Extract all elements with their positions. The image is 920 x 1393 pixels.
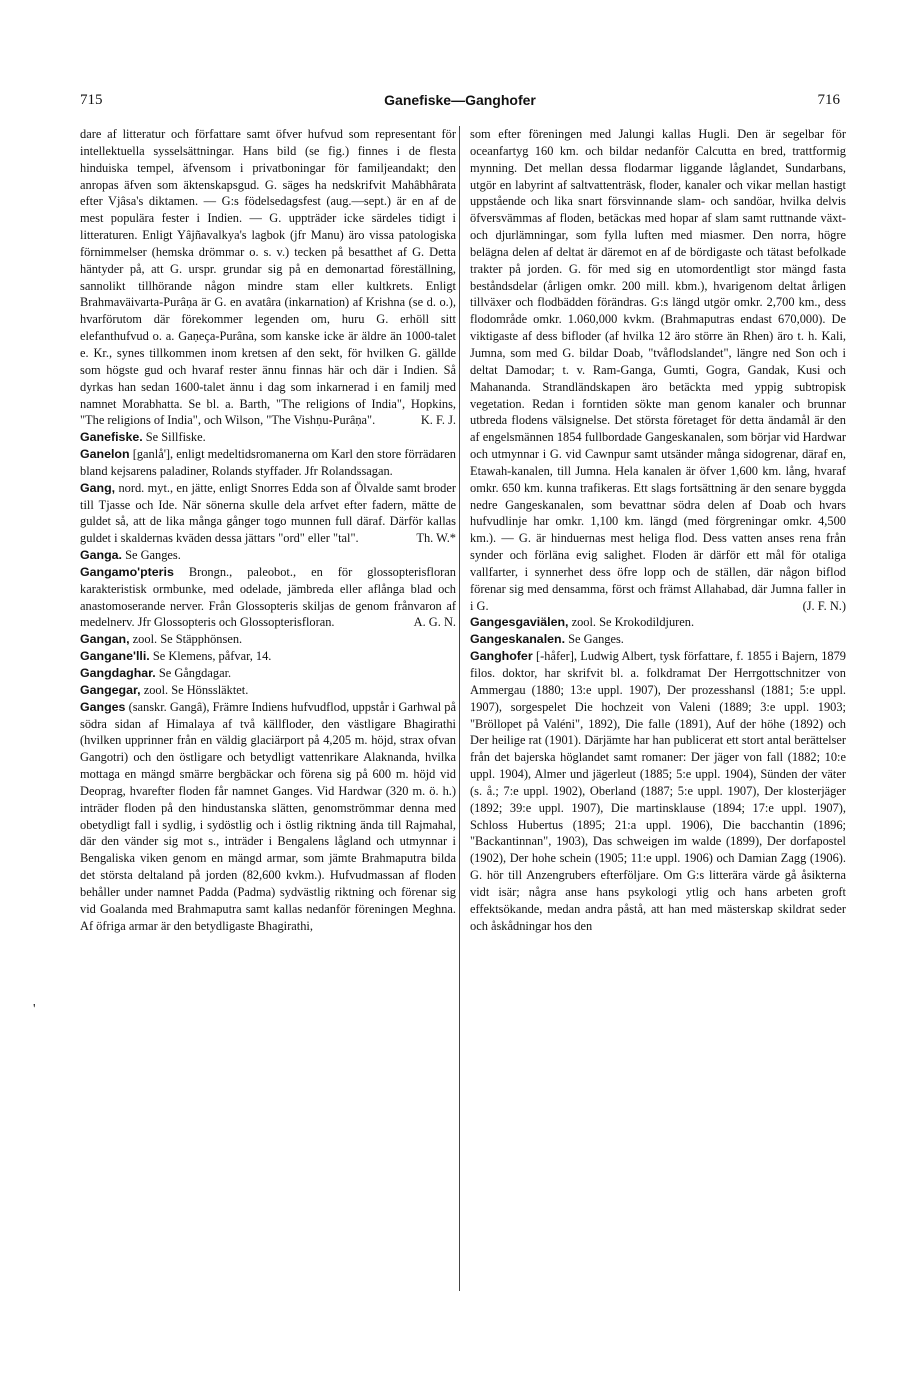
entry-headword: Gangdaghar. [80,666,156,680]
entry-text: som efter föreningen med Jalungi kallas Hugli. Den är segelbar för oceanfartyg 160 km. och bildar nedanför Calcutta en bred, trattformig mynning. Det mellan dessa flodarmar liggande låglandet, Sundarbans, utgör en labyrint af saltvattenträsk, floder, kanaler och vikar mellan hastigt uppstående och lika snart försvinnande slam- och sandöar, hvilka delvis öfversvämmas af floden, betäckas med hopar af slam samt ruttnande växt- och djurlämningar, som fylla luften med miasmer. Den norra, högre belägna delen af deltat är däremot en af de bördigaste och tätast befolkade trakter på jorden. G. för med sig en utomordentligt stor mängd fasta beståndsdelar (årligen omkr. 200 mill. kbm.), hvarigenom deltat årligen tillväxer och flodbädden förändras. G:s längd utgör omkr. 2,700 km., dess flodområde omkr. 1.060,000 kvkm. (Brahmaputras endast 670,000). De viktigaste af dess bifloder (af hvilka 12 äro större än Rhen) äro t. h. Kali, Jumna, som med G. bildar Doab, "tvåflodslandet", längre ned Son och i deltat Damodar; t. v. Ram-Ganga, Gumti, Gogra, Gandak, Kusi och Mahananda. Strandländskapen äro betäckta med yppig subtropisk vegetation. Redan i forntiden sökte man genom kanaler och brunnar utbreda flodens välsignelse. Det största företaget för detta ändamål är den af engelsmännen 1854 fullbordade Gangeskanalen, som börjar vid Hardwar och utmynnar i G. vid Cawnpur samt utsänder många sidogrenar, däraf en, Etawah-kanalen, till Jumna. Hela kanalen är öfver 1,600 km. lång, hvaraf omkr. 650 km. kunna trafikeras. Ett slags fortsättning är den senare byggda nedre Gangeskanalen, som bevattnar södra delen af Doab och hvars hufvudlinje har omkr. 1,100 km. längd (med förgreningar omkr. 4,500 km.). — G. är hinduernas mest heliga flod. Dess vatten anses rena från synder och förläna evig salighet. Floden är därför ett mål för otaliga vallfarter, i synnerhet dess öfre lopp och de ställen, där någon biflod förenar sig med densamma, först och främst Allahabad, där Jumna faller in i G. [470,127,846,613]
author-signature: Th. W.* [416,531,456,546]
entry-continuation [470,126,846,614]
author-signature: (J. F. N.) [802,598,846,613]
entry-text: Brongn., paleobot., en för glossopterisfloran karakteristisk ormbunke, med odelade, jämbreda eller aflånga blad och anastomoserande nerver. Från Glossopteris skiljas de genom frånvaron af medelnerv. Jfr Glossopteris och Glossopterisfloran. [80,564,456,630]
entry [80,682,456,699]
entry-headword: Ganges [80,699,126,714]
entry [80,429,456,446]
page-header [80,92,840,116]
author-signature: A. G. N. [413,615,456,630]
entry-text: zool. Se Krokodildjuren. [568,615,695,630]
entry-headword: Gang, [80,480,116,495]
entry-headword: Gangan, [80,632,130,647]
running-title: Ganefiske—Ganghofer [384,92,536,108]
entry-text: Se Gångdagar. [155,666,232,680]
entry-headword: Gangeskanalen. [470,632,566,647]
entry-text: [-håfer], Ludwig Albert, tysk författare, f. 1855 i Bajern, 1879 filos. doktor, har skrifvit bl. a. folkdramat Der Herrgottschnitzer von Ammergau (1880; 13:e uppl. 1907), Der prozesshansl (1881; 5:e uppl. 1907), sorgespelet Die hochzeit von Valeni (1889; 3:e uppl. 1903; "Bröllopet på Valéni", 1892), Die falle (1891), Auf der höhe (1892) och Der heilige rat (1901). Därjämte har han publicerat ett stort antal berättelser från det bajerska höglandet samt romaner: Der jäger von fall (1882; 10:e uppl. 1904), Almer und jägerleut (1885; 5:e uppl. 1904), Sünden der väter (s. å.; 7:e uppl. 1902), Oberland (1887; 5:e uppl. 1907), Der klosterjäger (1892; 39:e uppl. 1907), Die martinsklause (1894; 17:e uppl. 1907), Schloss Hubertus (1895; 21:a uppl. 1906), Die bacchantin (1896; "Backantinnan", 1903), Das schweigen im walde (1899), Der dorfapostel (1902), Der hohe schein (1905; 11:e uppl. 1906) och Damian Zagg (1906). G. hör till Anzengrubers efterföljare. Om G:s litterära värde gå åsikterna vidt isär; några anse hans psykologi ytlig och hans arbeten groft effektsökande, medan andra påstå, att han med mästerskap skildrat seder och åskådningar hos den [470,649,846,933]
entry [470,631,846,648]
entry-headword: Gangane'lli. [80,649,150,664]
entry [470,648,846,934]
page-number-right: 716 [817,92,840,108]
entry-headword: Ganefiske. [80,430,143,445]
entry-headword: Ganghofer [470,649,533,664]
entry-text: (sanskr. Gangâ), Främre Indiens hufvudflod, uppstår i Garhwal på södra sidan af Himalaya af två källfloder, den västligare Bhagirathi (hvilken upprinner från en väldig glaciärport på 4,205 m. höjd, strax ofvan Gangotri) och den östligare och betydligt vattenrikare Alaknanda, hvilka mottaga en mängd smärre bergbäckar och förena sig på 600 m. höjd vid Deoprag, hvarefter floden får namnet Ganges. Vid Hardwar (320 m. ö. h.) inträder floden på den hindustanska slätten, genomströmmar denna med obetydligt fall i sydlig, i sydöstlig och i östlig riktning ända till Rajmahal, där den vänder sig mot s., inträder i Bengalens lågland och utmynnar i Bengaliska viken genom en mängd armar, som jämte Brahmaputra bilda det största deltaland på jorden (82,600 kvkm.). Hufvudmassan af floden behåller under namnet Padda (Padma) sydvästlig riktning och förenar sig vid Goalanda med Brahmaputra samt kallas nedanför föreningen Meghna. Af öfriga armar är den betydligaste Bhagirathi, [80,699,456,933]
right-column [470,126,846,935]
entry-continuation [80,126,456,429]
entry [80,699,456,935]
left-column [80,126,456,935]
entry-text: zool. Se Hönssläktet. [140,682,249,697]
entry [80,665,456,682]
page-number-left: 715 [80,92,103,108]
entry-text: [ganlå'], enligt medeltidsromanerna om Karl den store förrädaren bland kejsarens paladiner, Rolands styffader. Jfr Rolandssagan. [80,447,456,478]
entry-headword: Ganelon [80,447,130,462]
entry [80,648,456,665]
entry [80,564,456,631]
entry [80,547,456,564]
entry-text: Se Sillfiske. [142,430,206,445]
entry-headword: Gangesgaviälen, [470,615,569,630]
entry [80,631,456,648]
entry [80,480,456,547]
column-divider [459,126,460,1291]
entry-text: Se Ganges. [122,548,181,563]
entry-text: Se Ganges. [565,632,624,647]
entry-headword: Ganga. [80,548,122,563]
entry [80,446,456,480]
entry-headword: Gangegar, [80,682,141,697]
author-signature: K. F. J. [420,413,456,428]
entry-headword: Gangamo'pteris [80,564,174,579]
entry [470,614,846,631]
entry-text: dare af litteratur och författare samt öfver hufvud som representant för intellektuella sysselsättningar. Hans bild (se fig.) finnes i de flesta hinduiska tempel, äfvensom i privatboningar för familjeandakt; den anropas äfven som äktenskapsgud. G. säges ha nedskrifvit Mahâbhârata efter Vjâsa's diktamen. — G:s födelsedagsfest (aug.—sept.) är en af de mest populära fester i Indien. — G. uppträder icke särdeles tidigt i litteraturen. Enligt Yâjñavalkya's lagbok (jfr Manu) äro vissa patologiska förnimmelser (hemska drömmar o. s. v.) tecken på besatthet af G. Detta häntyder på, att G. urspr. grundar sig på en demonartad föreställning, sannolikt tillhörande någon mindre stam eller kultkrets. Enligt Brahmaväivarta-Purâṇa är G. en avatâra (inkarnation) af Krishna (se d. o.), hvarförutom där förekommer legenden om, huru G. erhöll sitt elefanthufvud o. a. Gaṇeça-Purâna, som kanske icke är äldre än 1000-talet e. Kr., synes tillkommen inom kretsen af den sekt, för hvilken G. gällde som högste gud och hvaraf rester ännu finnas här och där i Indien. Så dyrkas han sedan 1600-talet ännu i dag som inkarnerad i en familj med namnet Morabhatta. Se bl. a. Barth, "The religions of India", Hopkins, "The religions of India", och Wilson, "The Vishṇu-Purâṇa". [80,127,456,428]
entry-text: Se Klemens, påfvar, 14. [149,649,272,664]
entry-text: zool. Se Stäpphönsen. [129,632,243,647]
entry-text: nord. myt., en jätte, enligt Snorres Edda son af Ölvalde samt broder till Tjasse och Ide. När sönerna skulle dela arfvet efter fadern, mätte de guldet så, att de lika många gånger togo munnen full däraf. Därför kallas guldet i skaldernas kväden dessa jättars "ord" eller "tal". [80,480,456,546]
margin-mark: ' [33,1002,36,1017]
